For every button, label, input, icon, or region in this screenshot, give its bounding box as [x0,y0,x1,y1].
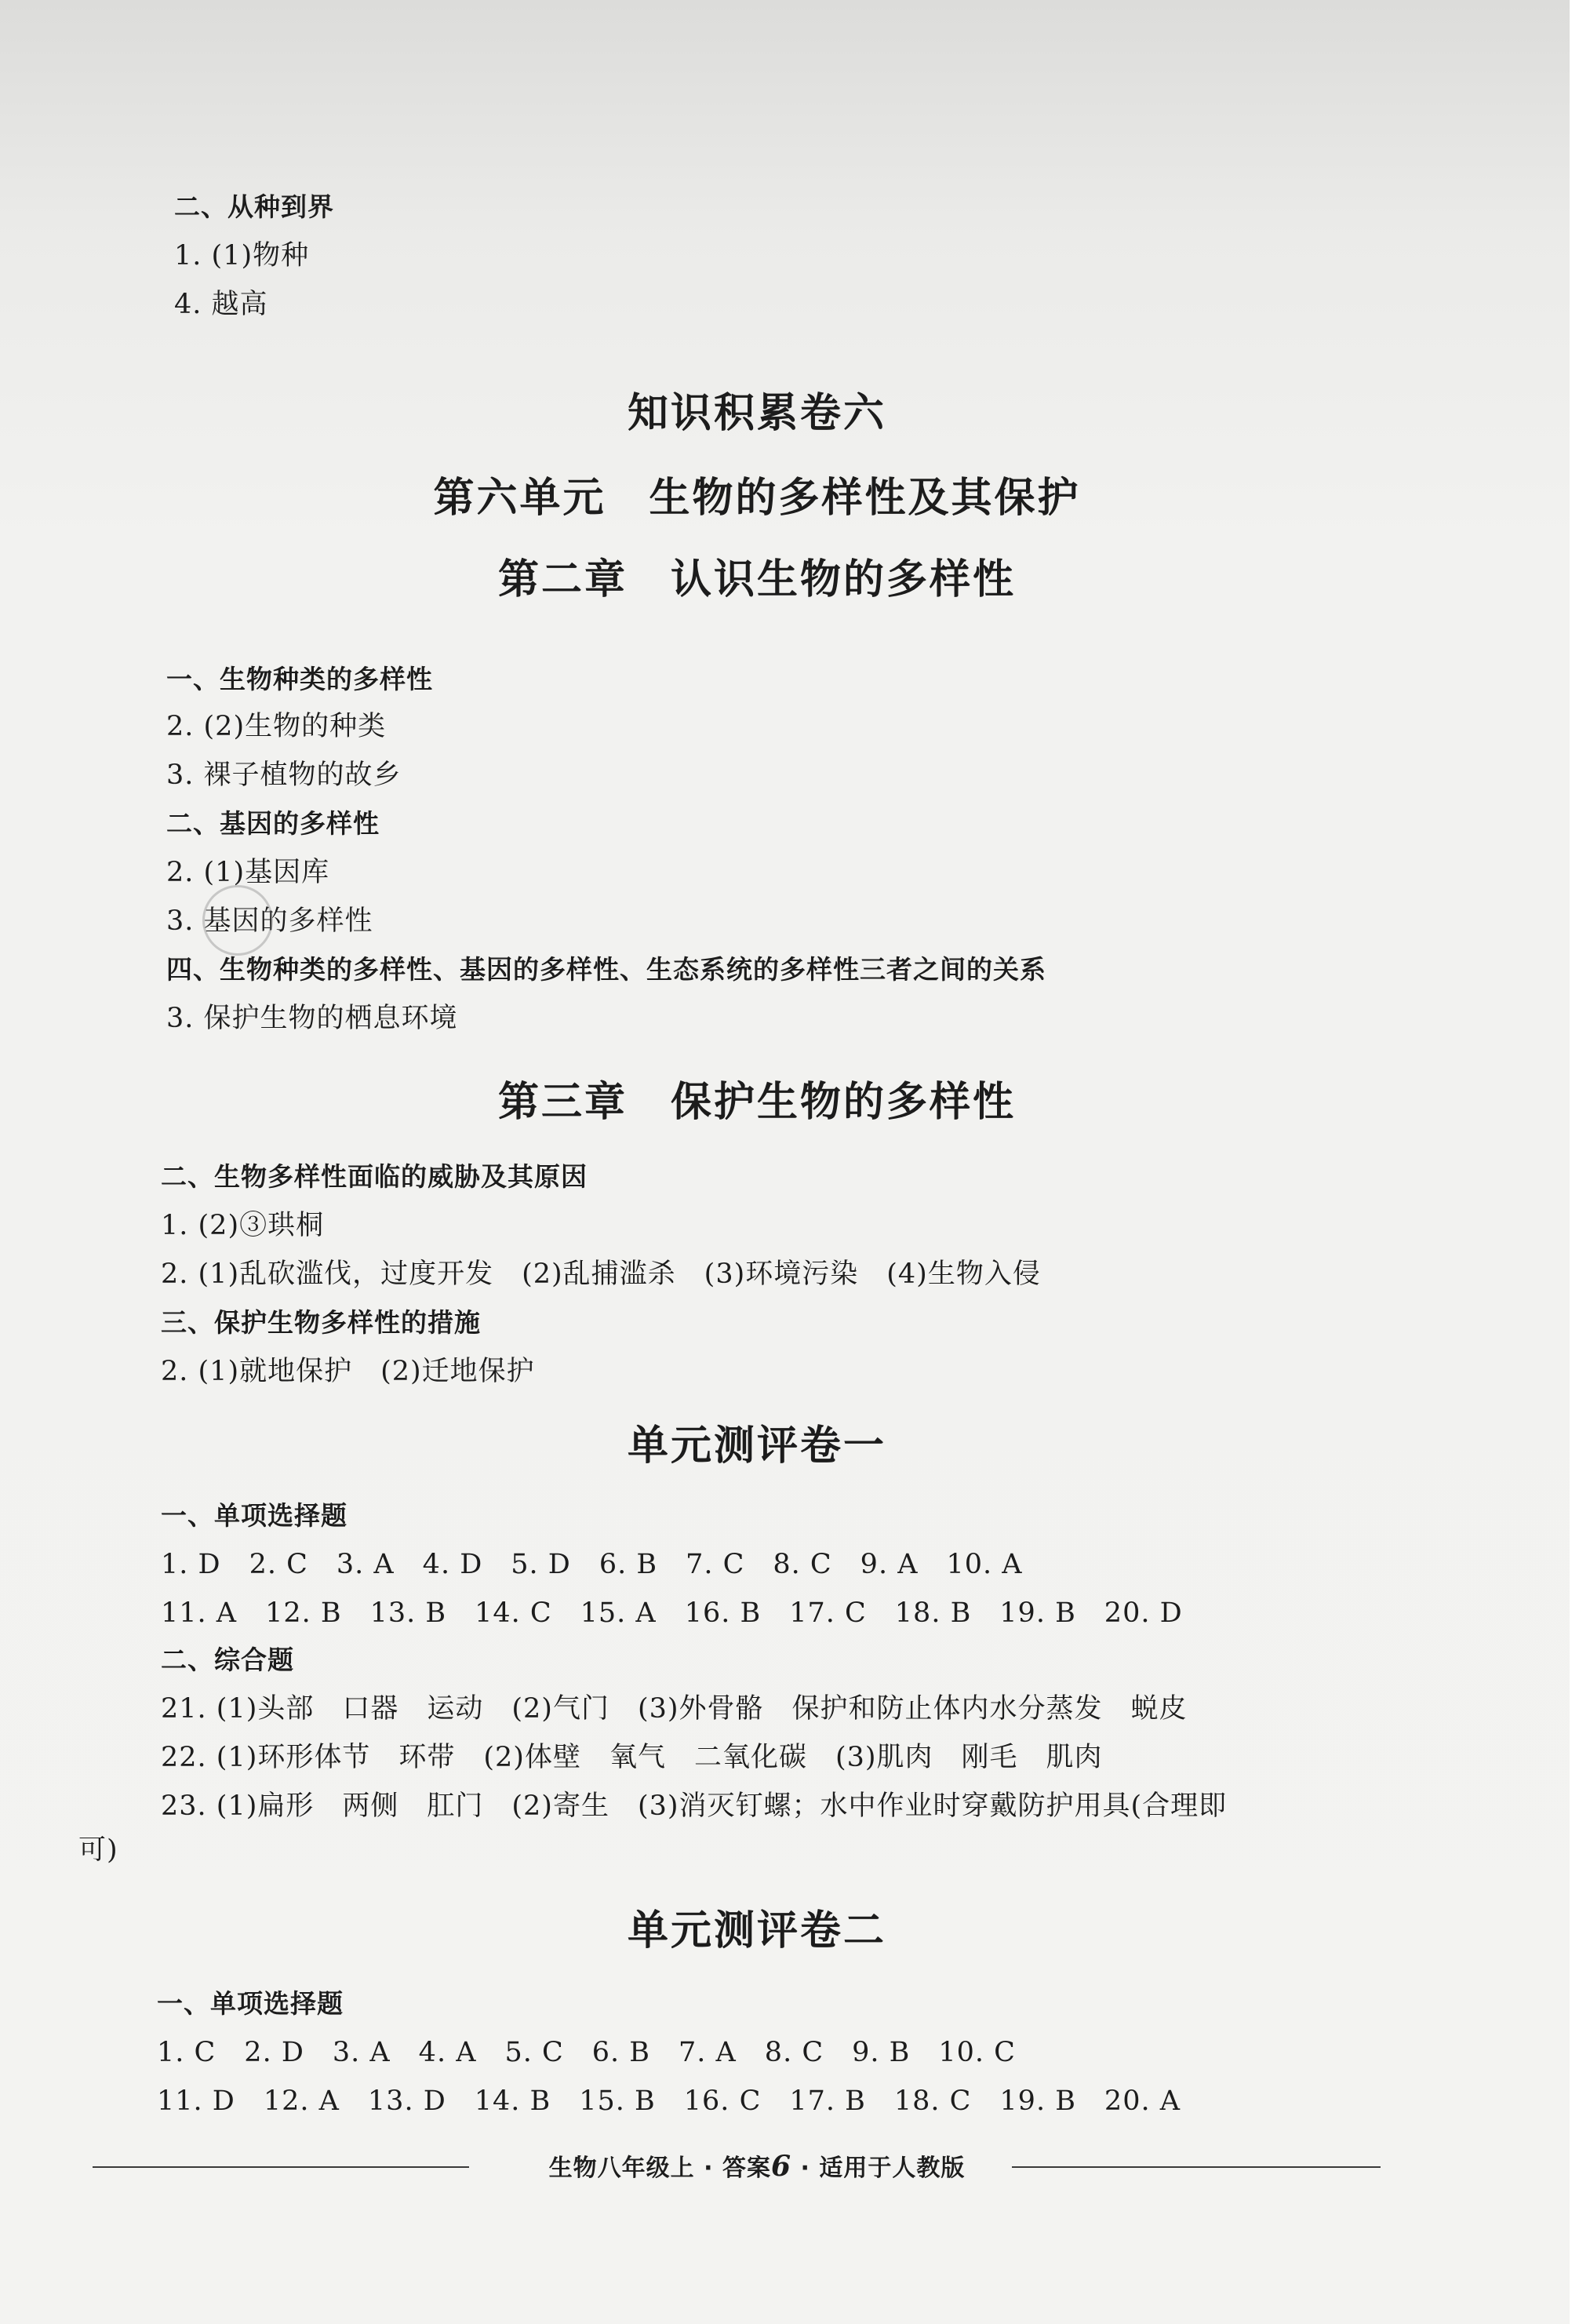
page-number: 6 [770,2150,792,2183]
answer-line: 1. C 2. D 3. A 4. A 5. C 6. B 7. A 8. C 9. B 10. C [157,2037,1016,2068]
answer-line: 2. (2)生物的种类 [166,711,387,742]
footer-edition-label: · 适用于人教版 [791,2155,966,2182]
answer-line: 4. 越高 [174,289,268,320]
test-title: 单元测评卷一 [627,1422,886,1470]
section-heading: 二、基因的多样性 [166,808,380,839]
answer-line: 22. (1)环形体节 环带 (2)体壁 氧气 二氧化碳 (3)肌肉 刚毛 肌肉 [161,1742,1103,1773]
unit-title: 第六单元 生物的多样性及其保护 [433,475,1081,522]
answer-line: 23. (1)扁形 两侧 肛门 (2)寄生 (3)消灭钉螺；水中作业时穿戴防护用具(合理即 [161,1790,1228,1822]
chapter-title: 第三章 保护生物的多样性 [497,1079,1016,1126]
section-heading: 一、单项选择题 [161,1500,347,1531]
stamp-mark [202,885,273,956]
section-heading: 一、单项选择题 [157,1988,344,2019]
answer-line: 11. D 12. A 13. D 14. B 15. B 16. C 17. B 18. C 19. B 20. A [157,2085,1181,2117]
answer-line: 3. 基因的多样性 [166,905,373,937]
answer-line: 1. (2)③珙桐 [161,1210,325,1241]
section-heading: 二、生物多样性面临的威胁及其原因 [161,1161,588,1192]
answer-line: 11. A 12. B 13. B 14. C 15. A 16. B 17. C 18. B 19. B 20. D [161,1597,1183,1629]
answer-line: 1. D 2. C 3. A 4. D 5. D 6. B 7. C 8. C 9. A 10. A [161,1549,1023,1580]
section-heading: 三、保护生物多样性的措施 [161,1307,481,1338]
section-heading: 二、综合题 [161,1645,294,1675]
volume-title: 知识积累卷六 [627,390,886,437]
test-title: 单元测评卷二 [627,1907,886,1954]
section-heading: 四、生物种类的多样性、基因的多样性、生态系统的多样性三者之间的关系 [166,954,1046,985]
chapter-title: 第二章 认识生物的多样性 [497,556,1016,603]
page-footer [0,2148,1514,2183]
answer-line: 2. (1)就地保护 (2)迁地保护 [161,1356,535,1387]
section-heading: 二、从种到界 [174,191,334,222]
answer-line: 2. (1)基因库 [166,857,330,888]
answer-line: 可) [78,1834,118,1866]
footer-book-label: 生物八年级上 · 答案 [548,2155,771,2182]
answer-line: 1. (1)物种 [174,240,310,271]
answer-line: 2. (1)乱砍滥伐，过度开发 (2)乱捕滥杀 (3)环境污染 (4)生物入侵 [161,1259,1041,1290]
answer-line: 3. 裸子植物的故乡 [166,759,402,791]
answer-line: 3. 保护生物的栖息环境 [166,1003,458,1034]
answer-line: 21. (1)头部 口器 运动 (2)气门 (3)外骨骼 保护和防止体内水分蒸发 蜕皮 [161,1693,1188,1725]
section-heading: 一、生物种类的多样性 [166,664,433,694]
